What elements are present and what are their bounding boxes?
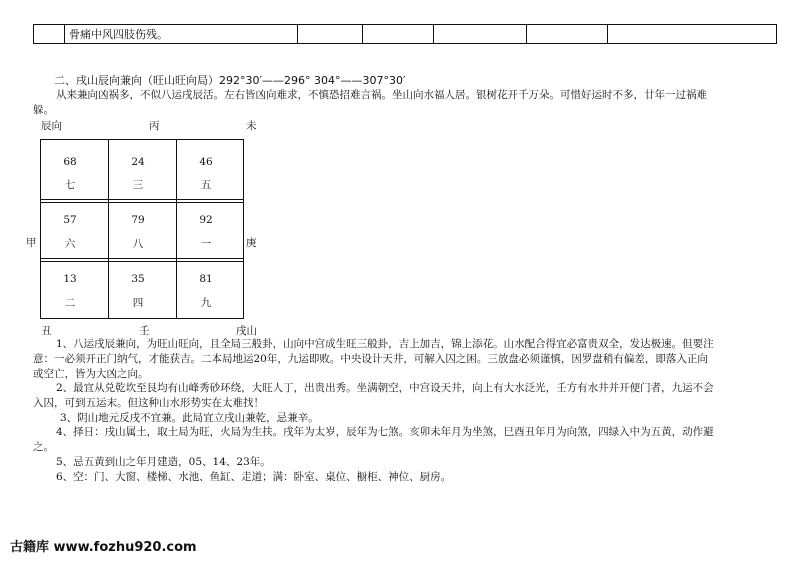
direction-bottom-left: 丑 <box>41 325 52 337</box>
palace-stars: 35 <box>131 273 145 285</box>
palace-stars: 79 <box>131 214 145 226</box>
grid-line <box>40 199 244 200</box>
direction-right: 庚 <box>246 237 257 249</box>
note-2-line-2: 入囚，可到五运末。但这种山水形势实在太难找！ <box>33 397 264 409</box>
palace-stars: 68 <box>63 156 77 168</box>
direction-top-mid: 丙 <box>149 120 160 132</box>
site-footer <box>10 536 197 555</box>
table-cell <box>527 25 608 44</box>
palace-number: 二 <box>64 297 76 309</box>
grid-line <box>40 202 244 203</box>
note-4-line-1: 4、择日：戌山属土，取土局为旺，火局为生扶。戌年为太岁，辰年为七煞。亥卯未年月为坐煞，巳酉丑年月为向煞，四绿入中为五黄，动作避 <box>56 426 714 438</box>
table-cell: 骨痛中风四肢伤残。 <box>65 25 298 44</box>
intro-line-1: 从来兼向凶祸多，不似八运戌辰活。左右皆凶向难求，不慎恐招难言祸。坐山向水福人居。银树花开千万朵。可惜好运时不多，廿年一过祸难 <box>56 89 707 101</box>
note-1-line-1: 1、八运戌辰兼向，为旺山旺向，且全局三般卦，山向中宫成生旺三般卦，吉上加吉，锦上添花。山水配合得宜必富贵双全，发达极速。但要注 <box>56 338 714 350</box>
palace-number: 六 <box>64 238 76 250</box>
table-cell <box>608 25 777 44</box>
top-table <box>33 24 777 44</box>
palace-stars: 46 <box>199 156 213 168</box>
direction-bottom-right: 戌山 <box>236 325 257 337</box>
palace-number: 三 <box>132 179 144 191</box>
note-5: 5、忌五黄到山之年月建造，05、14、23年。 <box>56 456 271 468</box>
grid-line <box>40 318 244 319</box>
direction-left: 甲 <box>26 237 37 249</box>
palace-stars: 13 <box>63 273 77 285</box>
palace-number: 五 <box>200 179 212 191</box>
direction-bottom-mid: 壬 <box>139 325 150 337</box>
grid-line <box>40 258 244 259</box>
direction-top-right: 未 <box>246 120 257 132</box>
table-cell <box>363 25 434 44</box>
table-cell <box>298 25 363 44</box>
palace-stars: 24 <box>131 156 145 168</box>
palace-stars: 57 <box>63 214 77 226</box>
note-1-line-3: 或空亡，皆为大凶之向。 <box>33 368 149 380</box>
palace-number: 八 <box>132 238 144 250</box>
grid-line <box>243 139 244 319</box>
note-3: 3、阴山地元反戌不宜兼。此局宜立戌山兼乾，忌兼辛。 <box>60 412 319 424</box>
site-brand: 古籍库 <box>10 540 50 555</box>
direction-top-left: 辰向 <box>41 120 62 132</box>
grid-line <box>40 139 244 140</box>
palace-number: 一 <box>200 238 212 250</box>
palace-number: 九 <box>200 297 212 309</box>
note-1-line-2: 意：一必须开正门纳气，才能获吉。二本局地运20年，九运即败。中央设计天井，可解入囚之困。三放盘必须谨慎，因罗盘稍有偏差，即落入正向 <box>33 353 708 365</box>
table-row <box>34 25 777 44</box>
palace-stars: 92 <box>199 214 213 226</box>
note-4-line-2: 之。 <box>33 441 54 453</box>
section-title: 二、戌山辰向兼向（旺山旺向局）292°30′——296° 304°——307°30′ <box>54 74 406 87</box>
note-6: 6、空：门、大窗、楼梯、水池、鱼缸、走道；满：卧室、桌位、橱柜、神位、厨房。 <box>56 471 452 483</box>
palace-number: 七 <box>64 179 76 191</box>
site-url[interactable]: www.fozhu920.com <box>53 540 197 555</box>
grid-line <box>40 261 244 262</box>
palace-stars: 81 <box>199 273 213 285</box>
palace-number: 四 <box>132 297 144 309</box>
intro-line-2: 躲。 <box>33 104 54 116</box>
note-2-line-1: 2、最宜从兑乾坎至艮均有山峰秀砂环绕，大旺人丁，出贵出秀。坐满朝空，中宫设天井，向上有大水泛光，壬方有水井并开便门者，九运不会 <box>56 382 714 394</box>
table-cell <box>434 25 527 44</box>
table-cell <box>34 25 65 44</box>
